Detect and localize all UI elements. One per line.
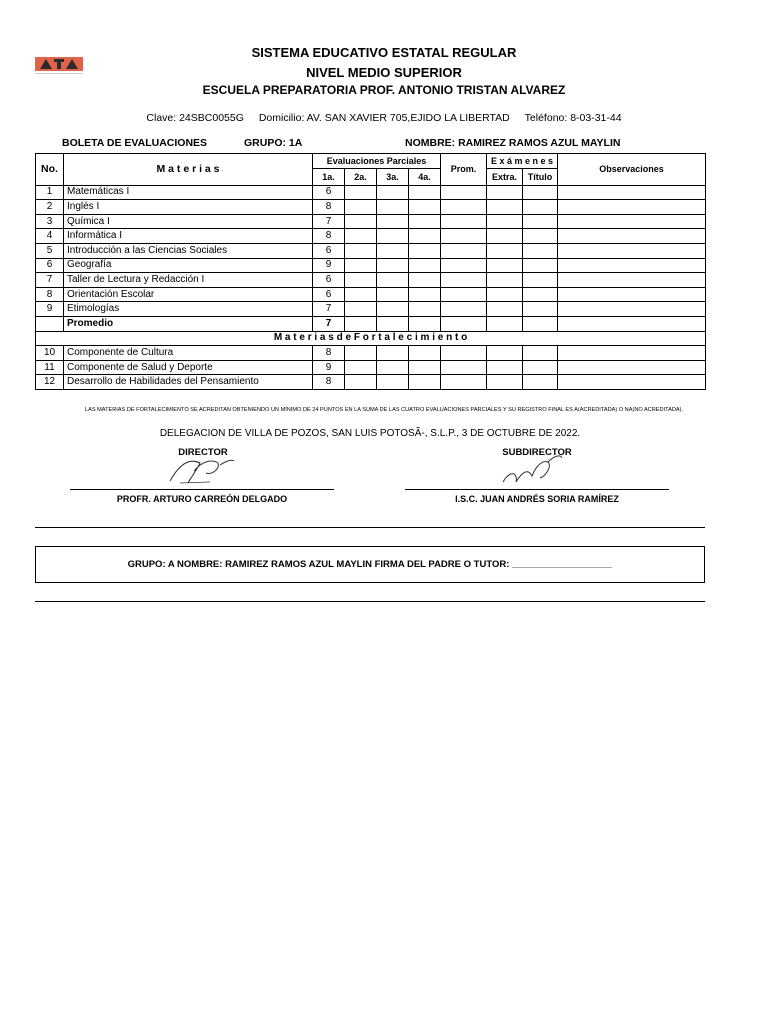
row-p4 <box>409 273 441 288</box>
table-row <box>36 185 706 200</box>
row-p3 <box>377 258 409 273</box>
row-materia: Matemáticas I <box>64 185 313 200</box>
row-extra <box>487 346 523 361</box>
row-p1: 9 <box>313 258 345 273</box>
row-extra <box>487 229 523 244</box>
row-p2 <box>345 287 377 302</box>
row-prom <box>441 200 487 215</box>
row-extra <box>487 375 523 390</box>
row-p2 <box>345 200 377 215</box>
row-titulo <box>523 360 558 375</box>
row-no: 6 <box>36 258 64 273</box>
row-prom <box>441 287 487 302</box>
col-p3: 3a. <box>377 168 409 185</box>
row-obs <box>558 287 706 302</box>
row-obs <box>558 273 706 288</box>
row-p4 <box>409 287 441 302</box>
row-p1: 9 <box>313 360 345 375</box>
row-p3 <box>377 214 409 229</box>
row-titulo <box>523 243 558 258</box>
row-no: 4 <box>36 229 64 244</box>
col-titulo: Título <box>523 168 558 185</box>
row-p3 <box>377 185 409 200</box>
promedio-label: Promedio <box>64 316 313 331</box>
school-info <box>0 112 768 124</box>
row-p1: 8 <box>313 200 345 215</box>
row-extra <box>487 185 523 200</box>
row-titulo <box>523 200 558 215</box>
parent-slip: GRUPO: A NOMBRE: RAMIREZ RAMOS AZUL MAYLIN FIRMA DEL PADRE O TUTOR: ___________________ <box>35 546 705 583</box>
row-titulo <box>523 287 558 302</box>
row-no: 3 <box>36 214 64 229</box>
row-p2 <box>345 214 377 229</box>
boleta-grupo: GRUPO: 1A <box>244 137 303 149</box>
director-line <box>70 489 334 490</box>
row-no: 9 <box>36 302 64 317</box>
subdirector-title: SUBDIRECTOR <box>502 447 572 458</box>
row-p3 <box>377 243 409 258</box>
header-system: SISTEMA EDUCATIVO ESTATAL REGULAR <box>251 45 517 60</box>
row-p3 <box>377 200 409 215</box>
promedio-value: 7 <box>313 316 345 331</box>
row-extra <box>487 287 523 302</box>
row-p2 <box>345 346 377 361</box>
row-extra <box>487 302 523 317</box>
row-no: 5 <box>36 243 64 258</box>
subdirector-line <box>405 489 669 490</box>
row-p4 <box>409 214 441 229</box>
row-p2 <box>345 243 377 258</box>
table-row <box>36 243 706 258</box>
row-obs <box>558 229 706 244</box>
row-prom <box>441 346 487 361</box>
row-obs <box>558 243 706 258</box>
table-row <box>36 287 706 302</box>
row-extra <box>487 258 523 273</box>
row-p3 <box>377 360 409 375</box>
subdirector-signature <box>498 452 568 497</box>
row-p1: 7 <box>313 214 345 229</box>
row-materia: Taller de Lectura y Redacción I <box>64 273 313 288</box>
col-no: No. <box>36 154 64 186</box>
row-p4 <box>409 200 441 215</box>
row-p2 <box>345 273 377 288</box>
fortalecimiento-note: LAS MATERIAS DE FORTALECIMIENTO SE ACREDITAN OBTENIENDO UN MÍNIMO DE 24 PUNTOS EN LA SUMA DE LAS CUATRO EVALUACIONES PARCIALES Y SU REGISTRO FINAL ES A(ACREDITADA) O NA(NO ACREDITADA). <box>84 407 684 413</box>
director-title: DIRECTOR <box>178 447 228 458</box>
col-observaciones: Observaciones <box>558 154 706 186</box>
col-extra: Extra. <box>487 168 523 185</box>
row-p2 <box>345 258 377 273</box>
boleta-title: BOLETA DE EVALUACIONES <box>62 137 208 149</box>
row-p4 <box>409 185 441 200</box>
row-prom <box>441 243 487 258</box>
row-extra <box>487 243 523 258</box>
promedio-row <box>36 316 706 331</box>
row-prom <box>441 273 487 288</box>
row-p4 <box>409 375 441 390</box>
director-name: PROFR. ARTURO CARREÓN DELGADO <box>116 494 288 504</box>
row-obs <box>558 375 706 390</box>
cut-line-top <box>35 527 705 528</box>
row-extra <box>487 214 523 229</box>
table-row <box>36 302 706 317</box>
col-materias: M a t e r i a s <box>64 154 313 186</box>
row-titulo <box>523 302 558 317</box>
row-titulo <box>523 185 558 200</box>
table-row <box>36 200 706 215</box>
fortalecimiento-title: M a t e r i a s d e F o r t a l e c i m i e n t o <box>36 331 706 346</box>
row-prom <box>441 214 487 229</box>
table-row <box>36 273 706 288</box>
row-titulo <box>523 273 558 288</box>
table-row <box>36 258 706 273</box>
col-p4: 4a. <box>409 168 441 185</box>
domicilio: Domicilio: AV. SAN XAVIER 705,EJIDO LA LIBERTAD <box>258 112 510 124</box>
clave: Clave: 24SBC0055G <box>146 112 244 124</box>
row-p2 <box>345 302 377 317</box>
table-row <box>36 375 706 390</box>
row-extra <box>487 360 523 375</box>
row-prom <box>441 185 487 200</box>
row-materia: Componente de Cultura <box>64 346 313 361</box>
row-p2 <box>345 185 377 200</box>
subdirector-name: I.S.C. JUAN ANDRÉS SORIA RAMÍREZ <box>455 494 619 504</box>
row-materia: Informática I <box>64 229 313 244</box>
row-prom <box>441 229 487 244</box>
row-p2 <box>345 375 377 390</box>
row-materia: Introducción a las Ciencias Sociales <box>64 243 313 258</box>
grades-table <box>35 153 706 390</box>
row-materia: Etimologías <box>64 302 313 317</box>
row-no: 2 <box>36 200 64 215</box>
table-row <box>36 346 706 361</box>
row-p3 <box>377 375 409 390</box>
row-materia: Inglés I <box>64 200 313 215</box>
row-obs <box>558 258 706 273</box>
col-p2: 2a. <box>345 168 377 185</box>
row-materia: Desarrollo de Habilidades del Pensamiento <box>64 375 313 390</box>
row-p3 <box>377 273 409 288</box>
row-p3 <box>377 302 409 317</box>
row-no: 12 <box>36 375 64 390</box>
row-p3 <box>377 229 409 244</box>
row-p2 <box>345 360 377 375</box>
col-examenes: E x á m e n e s <box>487 154 558 169</box>
delegacion-date: DELEGACION DE VILLA DE POZOS, SAN LUIS POTOSÃ-, S.L.P., 3 DE OCTUBRE DE 2022. <box>159 428 581 439</box>
row-prom <box>441 258 487 273</box>
row-obs <box>558 214 706 229</box>
table-row <box>36 360 706 375</box>
table-row <box>36 229 706 244</box>
row-no: 10 <box>36 346 64 361</box>
table-row <box>36 214 706 229</box>
row-prom <box>441 302 487 317</box>
row-titulo <box>523 375 558 390</box>
row-titulo <box>523 229 558 244</box>
row-titulo <box>523 346 558 361</box>
row-no: 8 <box>36 287 64 302</box>
row-no: 11 <box>36 360 64 375</box>
director-signature <box>160 453 240 494</box>
row-extra <box>487 273 523 288</box>
row-no: 7 <box>36 273 64 288</box>
header-level: NIVEL MEDIO SUPERIOR <box>306 65 462 80</box>
row-obs <box>558 346 706 361</box>
row-p1: 8 <box>313 375 345 390</box>
row-p1: 6 <box>313 243 345 258</box>
row-p1: 8 <box>313 229 345 244</box>
cut-line-bottom <box>35 601 705 602</box>
row-materia: Componente de Salud y Deporte <box>64 360 313 375</box>
row-prom <box>441 375 487 390</box>
row-prom <box>441 360 487 375</box>
header-school: ESCUELA PREPARATORIA PROF. ANTONIO TRISTAN ALVAREZ <box>202 83 566 97</box>
row-titulo <box>523 258 558 273</box>
col-p1: 1a. <box>313 168 345 185</box>
row-p2 <box>345 229 377 244</box>
row-p4 <box>409 229 441 244</box>
row-obs <box>558 185 706 200</box>
row-obs <box>558 200 706 215</box>
row-p4 <box>409 346 441 361</box>
row-p1: 6 <box>313 185 345 200</box>
col-parciales: Evaluaciones Parciales <box>313 154 441 169</box>
row-p1: 6 <box>313 273 345 288</box>
row-p1: 6 <box>313 287 345 302</box>
row-extra <box>487 200 523 215</box>
row-p3 <box>377 346 409 361</box>
row-obs <box>558 360 706 375</box>
row-p1: 8 <box>313 346 345 361</box>
row-p1: 7 <box>313 302 345 317</box>
boleta-nombre: NOMBRE: RAMIREZ RAMOS AZUL MAYLIN <box>405 137 621 149</box>
row-materia: Geografía <box>64 258 313 273</box>
row-titulo <box>523 214 558 229</box>
row-p3 <box>377 287 409 302</box>
row-p4 <box>409 360 441 375</box>
row-obs <box>558 302 706 317</box>
row-p4 <box>409 258 441 273</box>
telefono: Teléfono: 8-03-31-44 <box>524 112 622 124</box>
row-p4 <box>409 243 441 258</box>
row-materia: Química I <box>64 214 313 229</box>
row-p4 <box>409 302 441 317</box>
row-materia: Orientación Escolar <box>64 287 313 302</box>
col-prom: Prom. <box>441 154 487 186</box>
row-no: 1 <box>36 185 64 200</box>
